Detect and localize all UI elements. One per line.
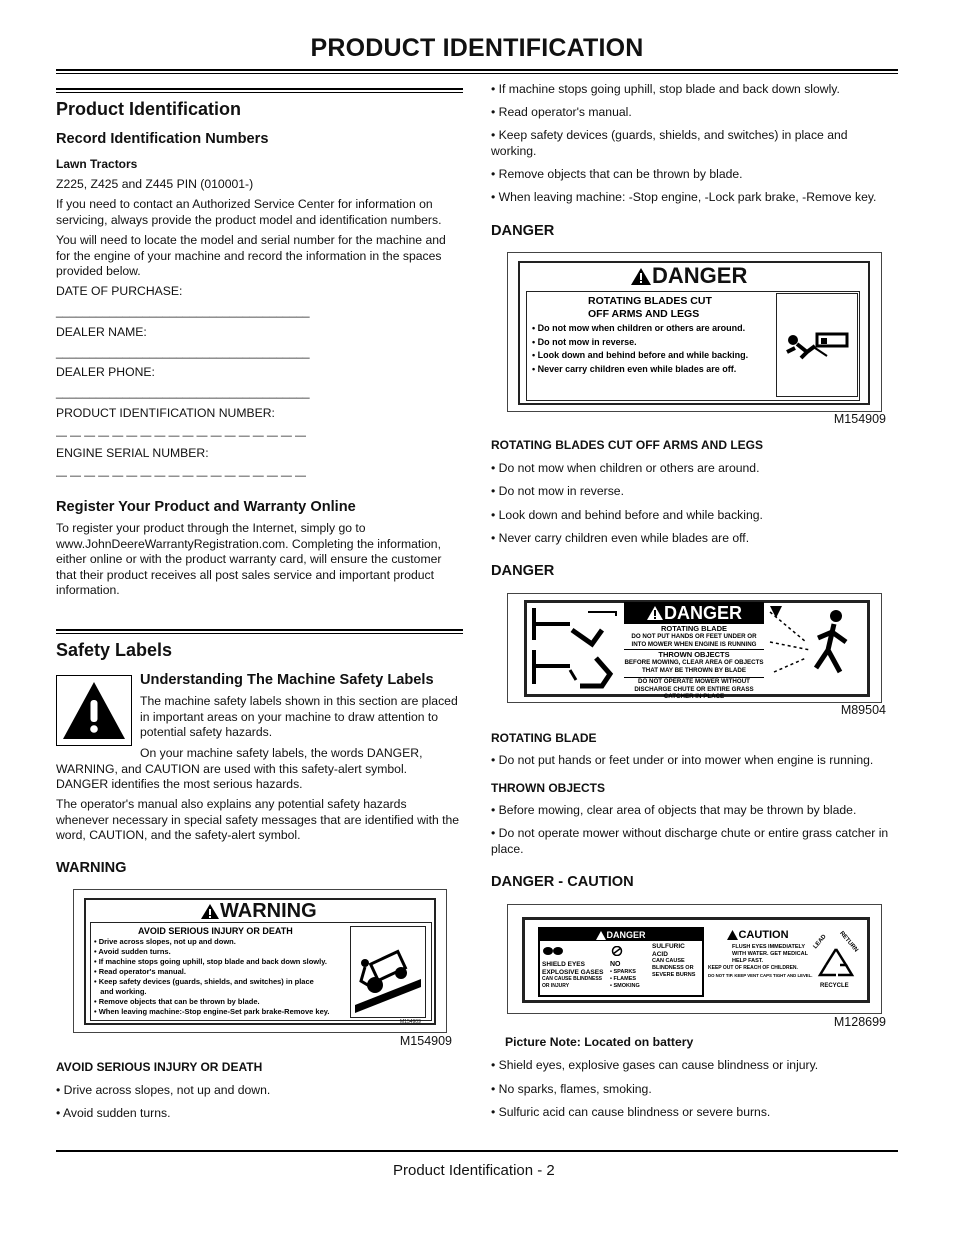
battery-flush-line: FLUSH EYES IMMEDIATELY — [732, 944, 806, 950]
battery-caution-title: CAUTION — [738, 929, 789, 941]
battery-bullet: • Sulfuric acid can cause blindness or severe burns. — [491, 1105, 771, 1119]
battery-sulfuric-line: SEVERE BURNS — [652, 972, 696, 978]
battery-sulfuric-line: SULFURIC — [652, 943, 685, 950]
warning-label-items — [94, 937, 350, 1017]
battery-bullet: • Shield eyes, explosive gases can cause blindness or injury. — [491, 1058, 819, 1072]
warning-label — [73, 889, 447, 1033]
danger-rotating-title-bar — [624, 602, 764, 624]
rotating-bullet: • Do not mow when children or others are around. — [491, 461, 760, 475]
thrown-bullet: • Before mowing, clear area of objects that may be thrown by blade. — [491, 803, 857, 817]
battery-flush-line: HELP FAST. — [732, 958, 764, 964]
section-heading-safety-labels: Safety Labels — [56, 640, 173, 660]
section-rule-safety-thick — [56, 629, 463, 631]
section-rule-left-thin — [56, 92, 463, 93]
heading-warning: WARNING — [56, 860, 127, 876]
engine-serial-blank: — — — — — — — — — — — — — — — — — — — [56, 470, 306, 482]
heading-record-identification: Record Identification Numbers — [56, 131, 269, 147]
danger-blades-pictogram-box — [776, 293, 858, 397]
danger-label-blades — [507, 252, 882, 412]
date-of-purchase-label: DATE OF PURCHASE: — [56, 284, 183, 298]
danger-label-blades-item: • Do not mow in reverse. — [532, 336, 637, 347]
danger-thrown-line: BEFORE MOWING, CLEAR AREA OF OBJECTS — [624, 659, 764, 666]
danger-bottom-line: CATCHER IN PLACE — [663, 693, 725, 700]
dealer-phone-label: DEALER PHONE: — [56, 365, 155, 379]
warning-label-item: • Remove objects that can be thrown by blade. — [94, 997, 260, 1006]
battery-danger-title: DANGER — [606, 930, 646, 940]
dealer-name-label: DEALER NAME: — [56, 325, 147, 339]
warning-label-item: • When leaving machine:-Stop engine-Set park brake-Remove key. — [94, 1007, 330, 1016]
battery-danger-bar — [540, 929, 702, 941]
section-heading-product-identification: Product Identification — [56, 99, 242, 119]
goggles-icon — [542, 946, 564, 956]
danger-label-blades-item: • Never carry children even while blades are off. — [532, 363, 737, 374]
paragraph-understanding-3: The operator's manual also explains any potential safety hazards whenever necessary in special safety messages that are identified with the word, CAUTION, and the safety-alert symbol. — [56, 797, 460, 843]
danger-rotating-right-pictogram — [766, 602, 868, 696]
paragraph-understanding-2: On your machine safety labels, the words DANGER, WARNING, and CAUTION are used with this safety-alert symbol. DANGER identifies the most serious hazards. — [56, 746, 423, 792]
warning-label-subtitle: AVOID SERIOUS INJURY OR DEATH — [138, 926, 293, 936]
hand-foot-blade-icon — [530, 604, 620, 694]
pin-label: PRODUCT IDENTIFICATION NUMBER: — [56, 406, 275, 420]
danger-thrown-heading: THROWN OBJECTS — [624, 649, 764, 659]
danger-rotating-line: INTO MOWER WHEN ENGINE IS RUNNING — [631, 641, 757, 648]
battery-shield-line: SHIELD EYES — [542, 961, 585, 968]
danger-rotating-alert-icon — [646, 605, 664, 621]
danger-label-blades-items — [532, 322, 748, 376]
battery-no-item: • FLAMES — [610, 976, 637, 982]
danger-blades-figure-id: M154909 — [833, 412, 886, 426]
thrown-object-person-icon — [766, 602, 868, 696]
rotating-bullet: • Do not mow in reverse. — [491, 484, 624, 498]
battery-danger-alert-icon — [596, 931, 606, 940]
battery-recycle-block — [808, 930, 864, 997]
danger-label-blades-item: • Look down and behind before and while backing. — [532, 350, 749, 360]
paragraph-understanding-1: The machine safety labels shown in this section are placed in important areas on your machine to draw attention to potential safety hazards. — [140, 694, 458, 740]
warning-figure-id: M154909 — [399, 1034, 452, 1048]
heading-understanding-labels: Understanding The Machine Safety Labels — [140, 672, 434, 688]
dealer-name-blank: ______________________________________ — [56, 345, 310, 359]
paragraph-service-center: If you need to contact an Authorized Service Center for information on servicing, always provide the product model and identification numbers. — [56, 197, 442, 227]
picture-note: Picture Note: Located on battery — [505, 1035, 694, 1049]
danger-rotating-left-pictogram — [530, 604, 620, 694]
warning-label-item: • If machine stops going uphill, stop blade and back down slowly. — [94, 957, 327, 966]
heading-rotating-blades: ROTATING BLADES CUT OFF ARMS AND LEGS — [491, 438, 763, 452]
safety-alert-icon — [57, 676, 131, 745]
heading-rotating-blade: ROTATING BLADE — [491, 731, 597, 745]
battery-danger-panel — [538, 927, 704, 997]
danger-thrown-line: THAT MAY BE THROWN BY BLADE — [642, 667, 746, 674]
warning-label-title: WARNING — [220, 900, 317, 922]
battery-return: RETURN — [838, 930, 859, 954]
battery-sulfuric-block — [652, 943, 704, 979]
warning-label-item: • Read operator's manual. — [94, 967, 186, 976]
danger-rotating-text-block — [624, 624, 764, 701]
heading-danger-caution: DANGER - CAUTION — [491, 874, 634, 890]
danger-alert-icon — [630, 267, 652, 286]
paragraph-register: To register your product through the Internet, simply go to www.JohnDeereWarrantyRegistration.com. Completing the information, either online or with the product warranty card, will ensure the customer that their product receives all post sales service and important product information. — [56, 521, 442, 598]
battery-keep-line: KEEP OUT OF REACH OF CHILDREN. — [708, 965, 798, 971]
battery-no-sparks-block — [610, 943, 650, 990]
warning-label-item: and working. — [94, 987, 147, 996]
warning-label-item: • Drive across slopes, not up and down. — [94, 937, 236, 946]
warning-label-item: • Avoid sudden turns. — [94, 947, 171, 956]
date-of-purchase-blank: ______________________________________ — [56, 304, 310, 318]
rotating-bullet: • Look down and behind before and while backing. — [491, 508, 763, 522]
battery-lead: LEAD — [812, 933, 828, 951]
battery-sulfuric-line: ACID — [652, 950, 668, 958]
battery-bullet: • No sparks, flames, smoking. — [491, 1082, 652, 1096]
dealer-phone-blank: ______________________________________ — [56, 385, 310, 399]
footer-rule — [56, 1150, 898, 1152]
footer-page-label: Product Identification - 2 — [393, 1162, 555, 1179]
safety-alert-box — [56, 675, 132, 746]
danger-label-blades-title-row — [630, 263, 747, 289]
battery-flush-line: WITH WATER. GET MEDICAL — [732, 951, 808, 957]
danger-bottom-line: DISCHARGE CHUTE OR ENTIRE GRASS — [634, 685, 754, 693]
battery-caution-alert-icon — [727, 930, 738, 940]
battery-sulfuric-line: BLINDNESS OR — [652, 965, 694, 971]
top-bullet: • Keep safety devices (guards, shields, and switches) in place and working. — [491, 128, 848, 158]
danger-label-blades-subtitle-1: ROTATING BLADES CUT — [588, 295, 712, 307]
battery-figure-id: M128699 — [833, 1015, 886, 1029]
title-rule-thick — [56, 69, 898, 71]
danger-rotating-figure-id: M89504 — [840, 703, 886, 717]
section-rule-safety-thin — [56, 633, 463, 634]
danger-rotating-heading: ROTATING BLADE — [661, 624, 727, 633]
rotating-blade-bullet: • Do not put hands or feet under or into mower when engine is running. — [491, 753, 874, 767]
warning-label-item: • Keep safety devices (guards, shields, and switches) in place — [94, 977, 314, 986]
battery-shield-line: OR INJURY — [542, 982, 570, 989]
heading-register-product: Register Your Product and Warranty Online — [56, 499, 356, 515]
page-title: PRODUCT IDENTIFICATION — [310, 34, 644, 62]
heading-avoid-serious-injury: AVOID SERIOUS INJURY OR DEATH — [56, 1060, 263, 1074]
danger-rotating-title: DANGER — [663, 602, 742, 623]
danger-rotating-line: DO NOT PUT HANDS OR FEET UNDER OR — [631, 633, 757, 640]
title-rule-thin — [56, 73, 898, 74]
battery-label — [507, 904, 882, 1014]
top-bullet: • Read operator's manual. — [491, 105, 632, 119]
battery-sulfuric-line: CAN CAUSE — [652, 958, 685, 964]
models-text: Z225, Z425 and Z445 PIN (010001-) — [56, 177, 254, 191]
heading-lawn-tractors: Lawn Tractors — [56, 157, 138, 171]
battery-caution-title-row — [708, 929, 808, 941]
child-mower-icon — [777, 294, 857, 396]
warning-label-title-row — [200, 900, 317, 923]
top-bullet: • If machine stops going uphill, stop blade and back down slowly. — [491, 82, 840, 96]
no-flame-icon — [610, 946, 624, 956]
heading-danger-1: DANGER — [491, 223, 555, 239]
warning-pictogram-box — [350, 926, 426, 1018]
heading-danger-2: DANGER — [491, 563, 555, 579]
warning-label-tiny-id: M154909 — [400, 1019, 421, 1025]
top-bullet: • When leaving machine: -Stop engine, -Lock park brake, -Remove key. — [491, 190, 877, 204]
danger-label-blades-subtitle-2: OFF ARMS AND LEGS — [588, 308, 700, 320]
avoid-bullet: • Drive across slopes, not up and down. — [56, 1083, 271, 1097]
rotating-bullet: • Never carry children even while blades are off. — [491, 531, 750, 545]
battery-shield-line: EXPLOSIVE GASES — [542, 968, 604, 976]
battery-no: NO — [610, 961, 621, 968]
danger-bottom-line: DO NOT OPERATE MOWER WITHOUT — [624, 677, 764, 686]
battery-no-item: • SPARKS — [610, 969, 636, 975]
tractor-rollover-icon — [351, 927, 425, 1017]
battery-shield-eyes-block — [542, 943, 608, 989]
engine-serial-label: ENGINE SERIAL NUMBER: — [56, 446, 209, 460]
recycle-icon — [808, 941, 864, 989]
warning-alert-icon — [200, 903, 220, 920]
paragraph-locate-serial: You will need to locate the model and serial number for the machine and for the engine of your machine and record the information in the spaces provided below. — [56, 233, 446, 279]
danger-label-blades-title: DANGER — [652, 263, 748, 288]
section-rule-left-thick — [56, 88, 463, 90]
battery-recycle: RECYCLE — [820, 983, 849, 989]
pin-blank: — — — — — — — — — — — — — — — — — — — [56, 430, 306, 442]
thrown-bullet: • Do not operate mower without discharge chute or entire grass catcher in place. — [491, 826, 889, 856]
avoid-bullet: • Avoid sudden turns. — [56, 1106, 171, 1120]
battery-caution-block — [708, 929, 813, 979]
battery-keep-line: DO NOT TIP. KEEP VENT CAPS TIGHT AND LEVEL. — [708, 973, 813, 978]
heading-thrown-objects: THROWN OBJECTS — [491, 781, 605, 795]
battery-no-item: • SMOKING — [610, 983, 640, 989]
battery-shield-line: CAN CAUSE BLINDNESS — [542, 976, 603, 982]
danger-label-blades-item: • Do not mow when children or others are around. — [532, 323, 746, 333]
danger-label-rotating-blade — [507, 593, 882, 703]
top-bullet: • Remove objects that can be thrown by blade. — [491, 167, 743, 181]
